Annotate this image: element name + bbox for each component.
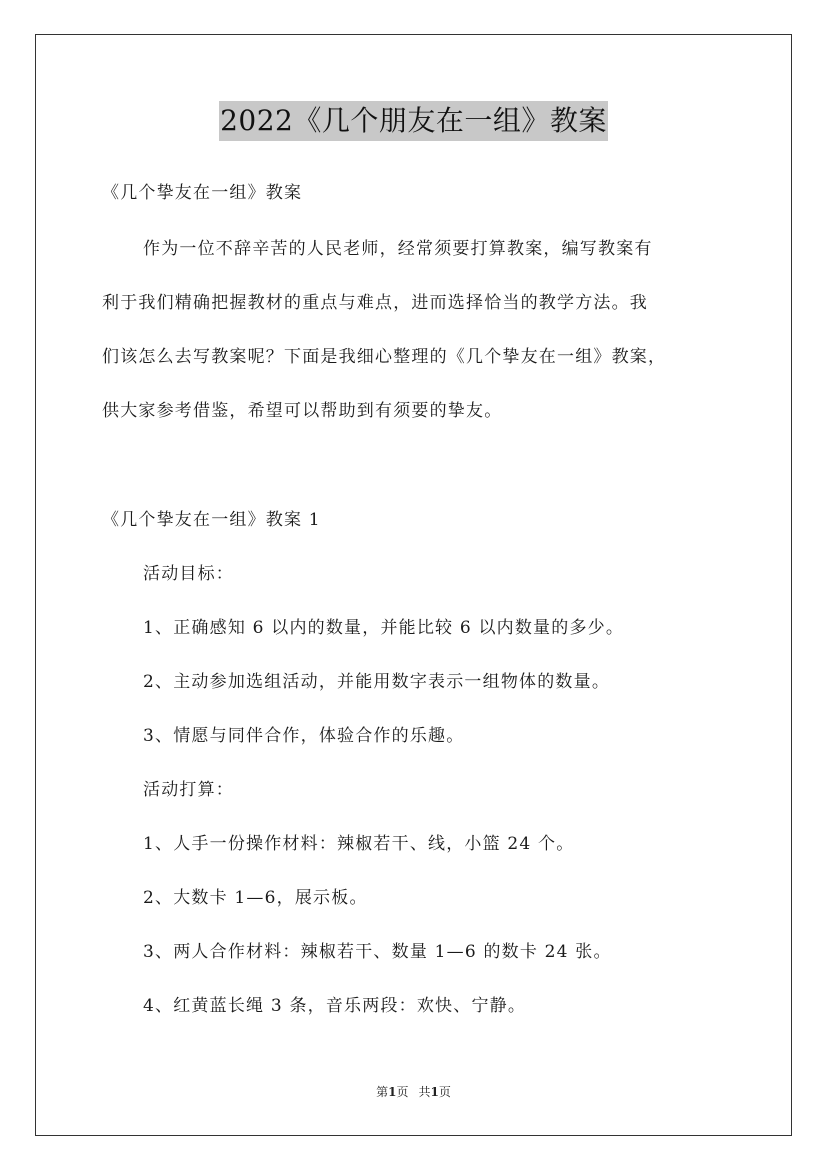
page-prefix: 第 — [376, 1085, 389, 1099]
document-title: 2022《几个朋友在一组》教案 — [219, 101, 608, 141]
intro-paragraph-line-2: 利于我们精确把握教材的重点与难点，进而选择恰当的教学方法。我 — [102, 293, 648, 313]
page-footer — [0, 1083, 827, 1101]
total-suffix: 页 — [438, 1085, 451, 1099]
prep-item-4: 4、红黄蓝长绳 3 条，音乐两段：欢快、宁静。 — [143, 996, 527, 1016]
page-current: 1 — [388, 1085, 397, 1099]
intro-paragraph-line-1: 作为一位不辞辛苦的人民老师，经常须要打算教案，编写教案有 — [143, 239, 653, 259]
goals-label: 活动目标： — [143, 564, 234, 584]
prep-label: 活动打算： — [143, 780, 234, 800]
goal-item-1: 1、正确感知 6 以内的数量，并能比较 6 以内数量的多少。 — [143, 618, 625, 638]
title-container — [0, 101, 827, 141]
total-prefix: 共 — [418, 1085, 431, 1099]
prep-item-1: 1、人手一份操作材料：辣椒若干、线，小篮 24 个。 — [143, 834, 575, 854]
prep-item-2: 2、大数卡 1—6，展示板。 — [143, 888, 368, 908]
goal-item-3: 3、情愿与同伴合作，体验合作的乐趣。 — [143, 726, 465, 746]
intro-paragraph-line-3: 们该怎么去写教案呢？下面是我细心整理的《几个挚友在一组》教案， — [102, 347, 667, 367]
page-suffix: 页 — [396, 1085, 409, 1099]
section-heading: 《几个挚友在一组》教案 1 — [102, 510, 321, 530]
goal-item-2: 2、主动参加选组活动，并能用数字表示一组物体的数量。 — [143, 672, 611, 692]
prep-item-3: 3、两人合作材料：辣椒若干、数量 1—6 的数卡 24 张。 — [143, 942, 612, 962]
page-total: 1 — [430, 1085, 439, 1099]
intro-paragraph-line-4: 供大家参考借鉴，希望可以帮助到有须要的挚友。 — [102, 401, 503, 421]
document-subtitle: 《几个挚友在一组》教案 — [102, 183, 303, 203]
